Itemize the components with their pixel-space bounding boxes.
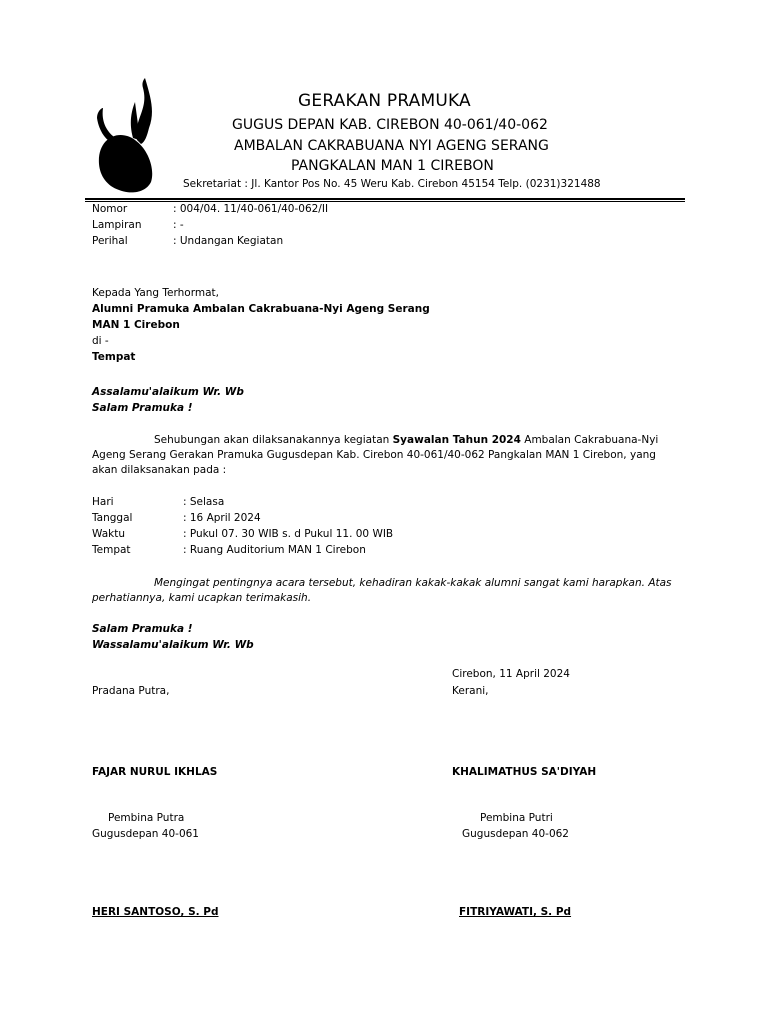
- perihal-value: : Undangan Kegiatan: [173, 235, 284, 247]
- nomor-value: : 004/04. 11/40-061/40-062/II: [173, 203, 329, 215]
- right-signatory-role: Kerani,: [452, 685, 489, 697]
- place-date: Cirebon, 11 April 2024: [452, 668, 570, 680]
- nomor-label: Nomor: [92, 203, 128, 215]
- hari-label: Hari: [92, 496, 114, 508]
- sekretariat-address: Sekretariat : Jl. Kantor Pos No. 45 Weru Kab. Cirebon 45154 Telp. (0231)321488: [183, 178, 601, 190]
- pangkalan-title: PANGKALAN MAN 1 CIREBON: [291, 158, 494, 174]
- org-title: GERAKAN PRAMUKA: [298, 91, 471, 111]
- gugus-title: GUGUS DEPAN KAB. CIREBON 40-061/40-062: [232, 117, 548, 133]
- salam-pramuka-opening: Salam Pramuka !: [92, 402, 193, 414]
- left-pembina-name: HERI SANTOSO, S. Pd: [92, 906, 219, 918]
- perihal-label: Perihal: [92, 235, 128, 247]
- header-divider-thin: [85, 201, 685, 202]
- tempat-label: Tempat: [92, 544, 131, 556]
- hari-value: : Selasa: [183, 496, 225, 508]
- ambalan-title: AMBALAN CAKRABUANA NYI AGENG SERANG: [234, 138, 549, 154]
- p1-event-name: Syawalan Tahun 2024: [392, 434, 521, 446]
- body-paragraph-1: [92, 433, 677, 478]
- wassalamu-closing: Wassalamu'alaikum Wr. Wb: [92, 639, 254, 651]
- waktu-label: Waktu: [92, 528, 125, 540]
- recipient-line1: Alumni Pramuka Ambalan Cakrabuana-Nyi Ageng Serang: [92, 303, 430, 315]
- tempat-value: : Ruang Auditorium MAN 1 Cirebon: [183, 544, 366, 556]
- p1-after: Ambalan Cakrabuana-Nyi Ageng Serang Gerakan Pramuka Gugusdepan Kab. Cirebon 40-061/40-062 Pangkalan MAN 1 Cirebon, yang akan dilaksanakan pada :: [92, 434, 659, 476]
- header-divider-thick: [85, 198, 685, 200]
- recipient-greeting: Kepada Yang Terhormat,: [92, 287, 219, 299]
- waktu-value: : Pukul 07. 30 WIB s. d Pukul 11. 00 WIB: [183, 528, 394, 540]
- assalamu-greeting: Assalamu'alaikum Wr. Wb: [92, 386, 244, 398]
- p1-before: Sehubungan akan dilaksanakannya kegiatan: [154, 434, 393, 446]
- right-pembina-role: Pembina Putri: [480, 812, 553, 824]
- left-pembina-role: Pembina Putra: [108, 812, 185, 824]
- salam-pramuka-closing: Salam Pramuka !: [92, 623, 193, 635]
- recipient-line2: MAN 1 Cirebon: [92, 319, 180, 331]
- recipient-tempat: Tempat: [92, 351, 136, 363]
- left-signatory-role: Pradana Putra,: [92, 685, 170, 697]
- tanggal-label: Tanggal: [92, 512, 133, 524]
- left-signatory-name: FAJAR NURUL IKHLAS: [92, 766, 218, 778]
- lampiran-label: Lampiran: [92, 219, 142, 231]
- right-pembina-name: FITRIYAWATI, S. Pd: [459, 906, 572, 918]
- left-pembina-unit: Gugusdepan 40-061: [92, 828, 199, 840]
- tunas-kelapa-logo-icon: [93, 78, 157, 196]
- lampiran-value: : -: [173, 219, 184, 231]
- p2-text: Mengingat pentingnya acara tersebut, kehadiran kakak-kakak alumni sangat kami harapkan. Atas perhatiannya, kami ucapkan terimakasih.: [92, 577, 672, 604]
- tanggal-value: : 16 April 2024: [183, 512, 261, 524]
- right-signatory-name: KHALIMATHUS SA'DIYAH: [452, 766, 597, 778]
- right-pembina-unit: Gugusdepan 40-062: [462, 828, 569, 840]
- recipient-di: di -: [92, 335, 109, 347]
- body-paragraph-2: [92, 576, 677, 606]
